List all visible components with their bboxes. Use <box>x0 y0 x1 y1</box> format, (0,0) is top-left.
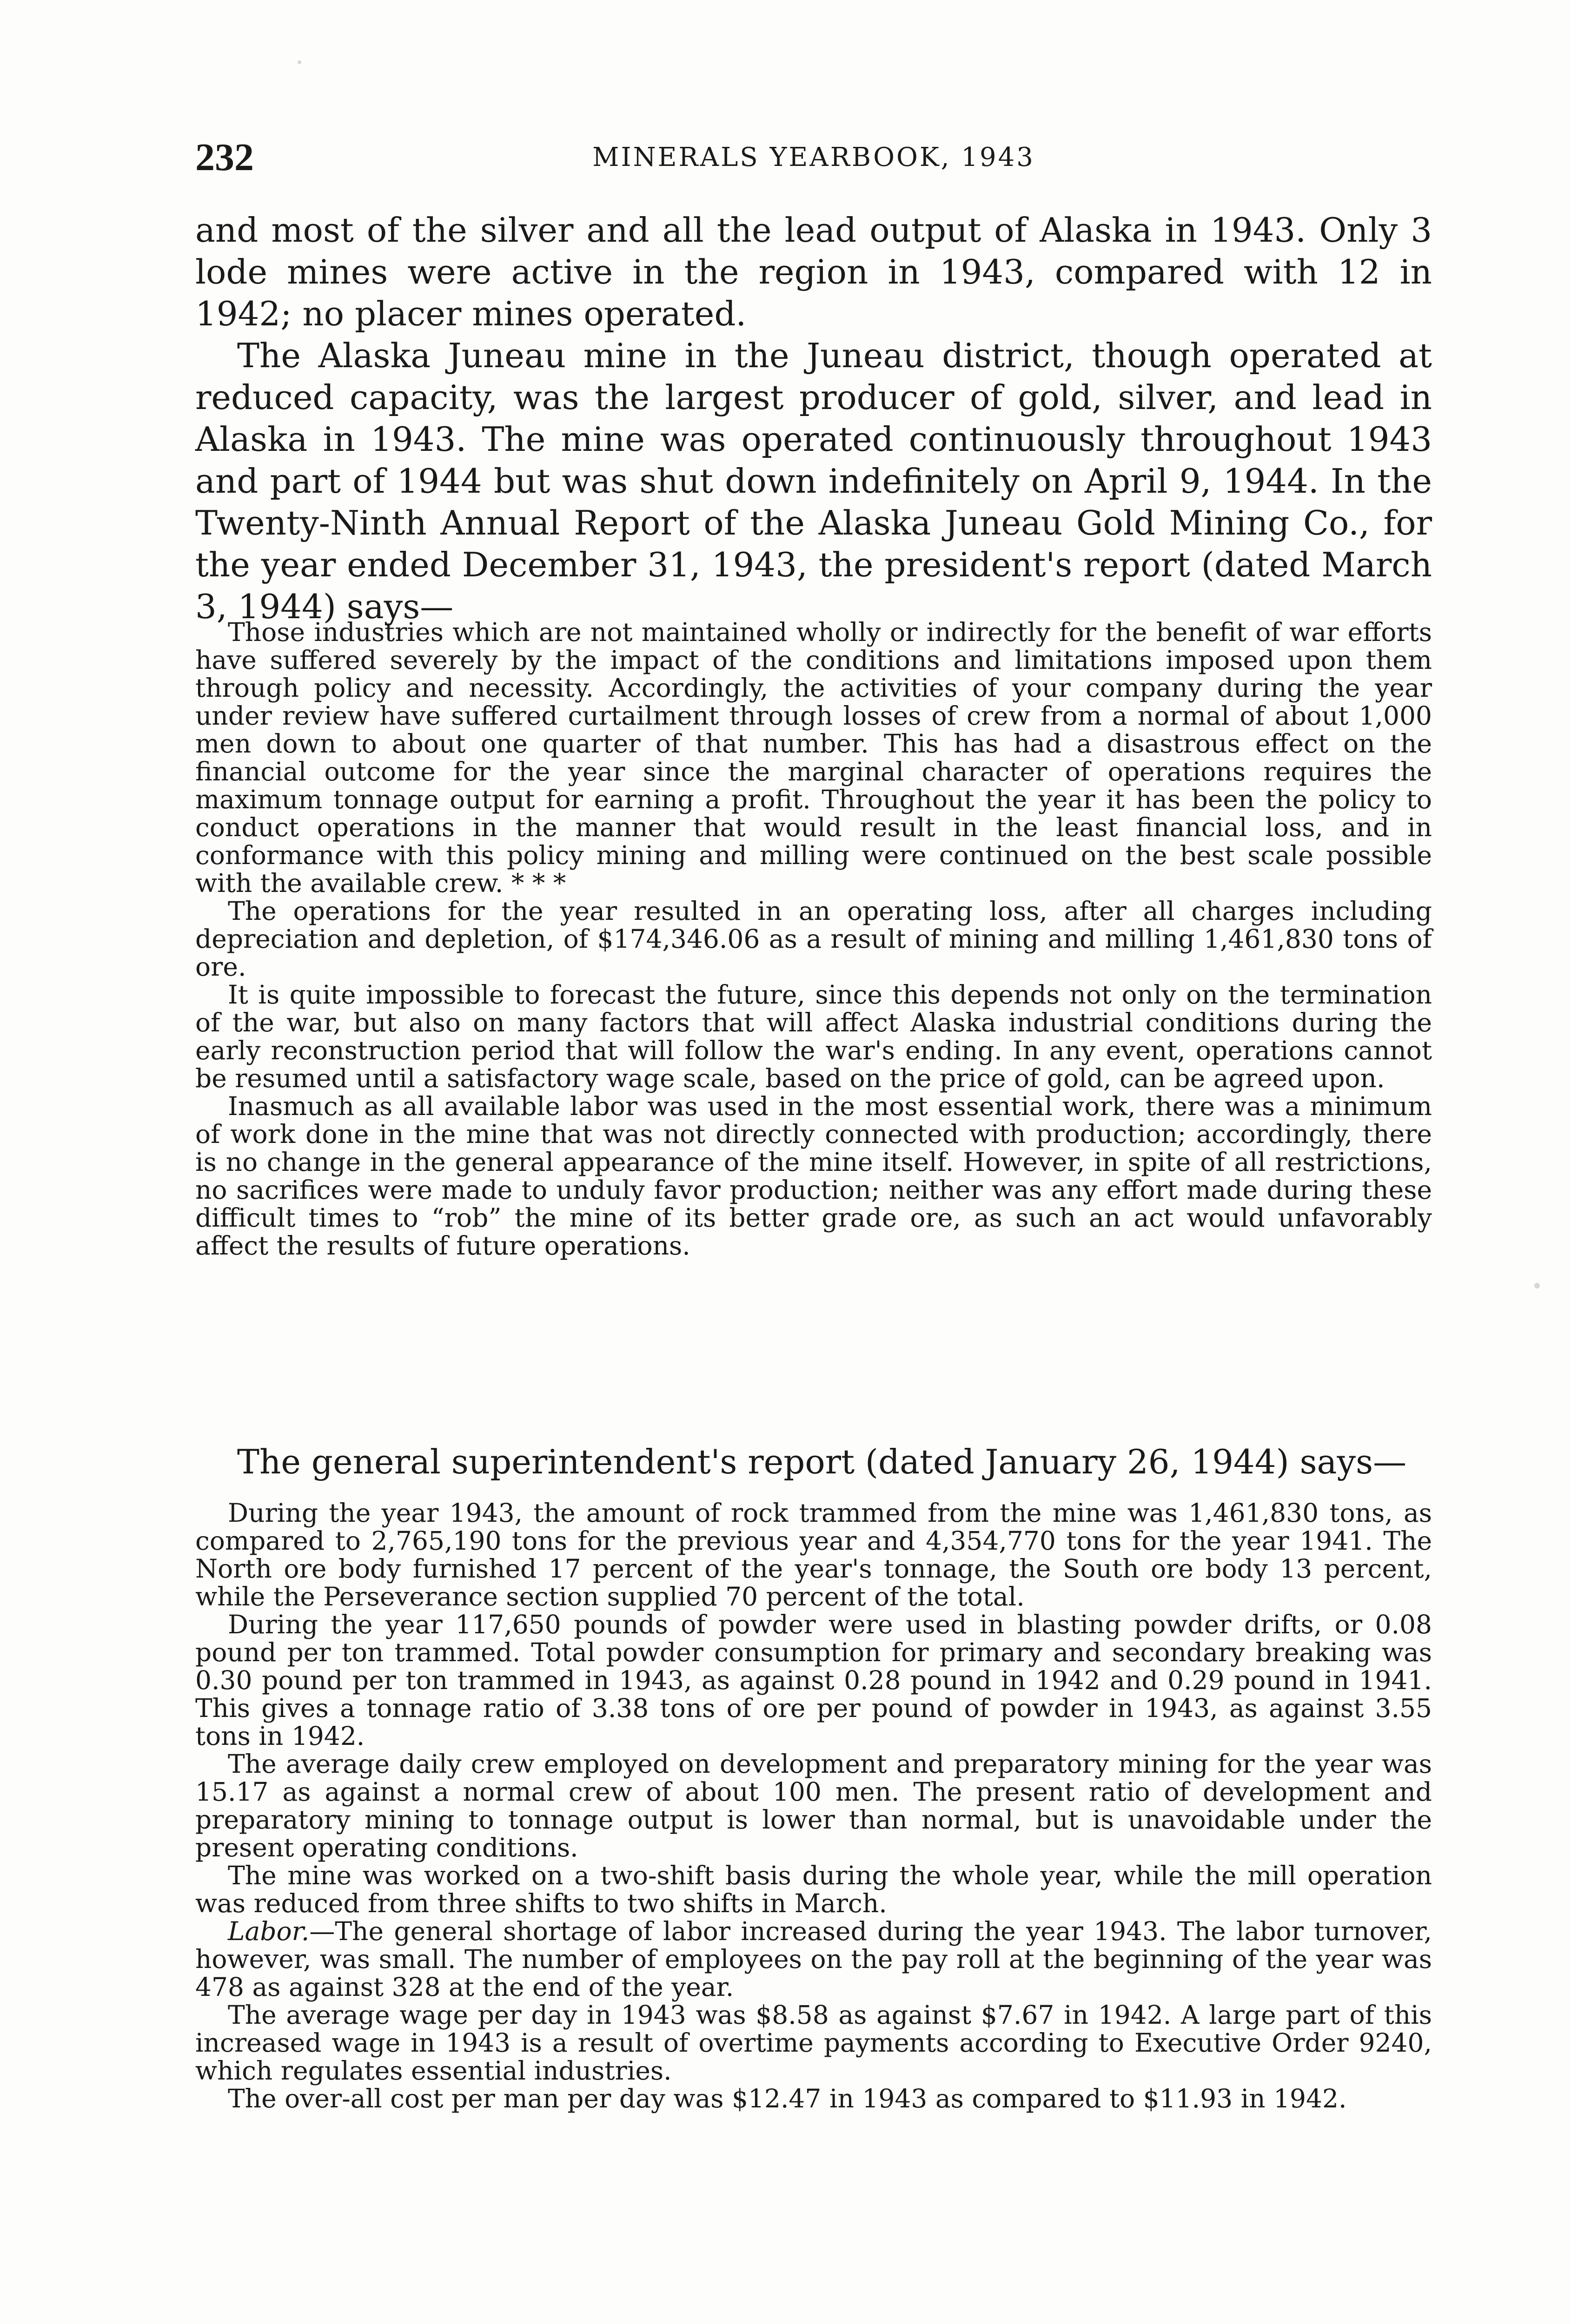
running-title: MINERALS YEARBOOK, 1943 <box>592 142 1035 172</box>
paragraph: The Alaska Juneau mine in the Juneau district, though operated at reduced capacity, was the largest producer of gold, silver, and lead in Alaska in 1943. The mine was operated continuously throughout 1943 and part of 1944 but was shut down indefinitely on April 9, 1944. In the Twenty-Ninth Annual Report of the Alaska Juneau Gold Mining Co., for the year ended December 31, 1943, the president's report (dated March 3, 1944) says— <box>195 336 1432 626</box>
paragraph: and most of the silver and all the lead output of Alaska in 1943. Only 3 lode mines were active in the region in 1943, compared with 12 in 1942; no placer mines operated. <box>195 211 1432 333</box>
quote-paragraph: Those industries which are not maintained wholly or indirectly for the benefit of war efforts have suffered severely by the impact of the conditions and limitations imposed upon them through policy and necessity. Accordingly, the activities of your company during the year under review have suffered curtailment through losses of crew from a normal of about 1,000 men down to about one quarter of that number. This has had a disastrous effect on the financial outcome for the year since the marginal character of operations requires the maximum tonnage output for earning a profit. Throughout the year it has been the policy to conduct operations in the manner that would result in the least financial loss, and in conformance with this policy mining and milling were continued on the best scale possible with the available crew. * * * <box>195 617 1432 898</box>
superintendent-intro: The general superintendent's report (dated January 26, 1944) says— <box>237 1442 1407 1481</box>
print-speck <box>1534 1283 1540 1288</box>
lead-text <box>195 209 1432 627</box>
print-speck <box>298 60 301 64</box>
labor-paragraph <box>195 1917 1432 2001</box>
running-head <box>195 135 1432 181</box>
page-number: 232 <box>195 136 254 179</box>
quote-paragraph: The average daily crew employed on development and preparatory mining for the year was 15.17 as against a normal crew of about 100 men. The present ratio of development and preparatory mining to tonnage output is lower than normal, but is unavoidable under the present operating conditions. <box>195 1749 1432 1862</box>
quote-paragraph: The average wage per day in 1943 was $8.58 as against $7.67 in 1942. A large part of this increased wage in 1943 is a result of overtime payments according to Executive Order 9240, which regulates essential industries. <box>195 2000 1432 2086</box>
quote-paragraph: The over-all cost per man per day was $12.47 in 1943 as compared to $11.93 in 1942. <box>228 2084 1347 2113</box>
labor-text: —The general shortage of labor increased during the year 1943. The labor turnover, however, was small. The number of employees on the pay roll at the beginning of the year was 478 as against 328 at the end of the year. <box>195 1916 1432 2002</box>
quote-paragraph: It is quite impossible to forecast the future, since this depends not only on the termination of the war, but also on many factors that will affect Alaska industrial conditions during the early reconstruction period that will follow the war's ending. In any event, operations cannot be resumed until a satisfactory wage scale, based on the price of gold, can be agreed upon. <box>195 980 1432 1093</box>
quote-paragraph: The mine was worked on a two-shift basis during the whole year, while the mill operation was reduced from three shifts to two shifts in March. <box>195 1861 1432 1918</box>
president-report-quote <box>195 618 1432 1260</box>
quote-paragraph: Inasmuch as all available labor was used in the most essential work, there was a minimum of work done in the mine that was not directly connected with production; accordingly, there is no change in the general appearance of the mine itself. However, in spite of all restrictions, no sacrifices were made to unduly favor production; neither was any effort made during these difficult times to “rob” the mine of its better grade ore, as such an act would unfavorably affect the results of future operations. <box>195 1091 1432 1261</box>
quote-paragraph: During the year 117,650 pounds of powder were used in blasting powder drifts, or 0.08 pound per ton trammed. Total powder consumption for primary and secondary breaking was 0.30 pound per ton trammed in 1943, as against 0.28 pound in 1942 and 0.29 pound in 1941. This gives a tonnage ratio of 3.38 tons of ore per pound of powder in 1943, as against 3.55 tons in 1942. <box>195 1610 1432 1751</box>
quote-paragraph: The operations for the year resulted in an operating loss, after all charges including depreciation and depletion, of $174,346.06 as a result of mining and milling 1,461,830 tons of ore. <box>195 896 1432 982</box>
superintendent-report-quote <box>195 1499 1432 2113</box>
labor-run-in-heading: Labor. <box>228 1916 310 1946</box>
quote-paragraph: During the year 1943, the amount of rock trammed from the mine was 1,461,830 tons, as compared to 2,765,190 tons for the previous year and 4,354,770 tons for the year 1941. The North ore body furnished 17 percent of the year's tonnage, the South ore body 13 percent, while the Perseverance section supplied 70 percent of the total. <box>195 1498 1432 1611</box>
